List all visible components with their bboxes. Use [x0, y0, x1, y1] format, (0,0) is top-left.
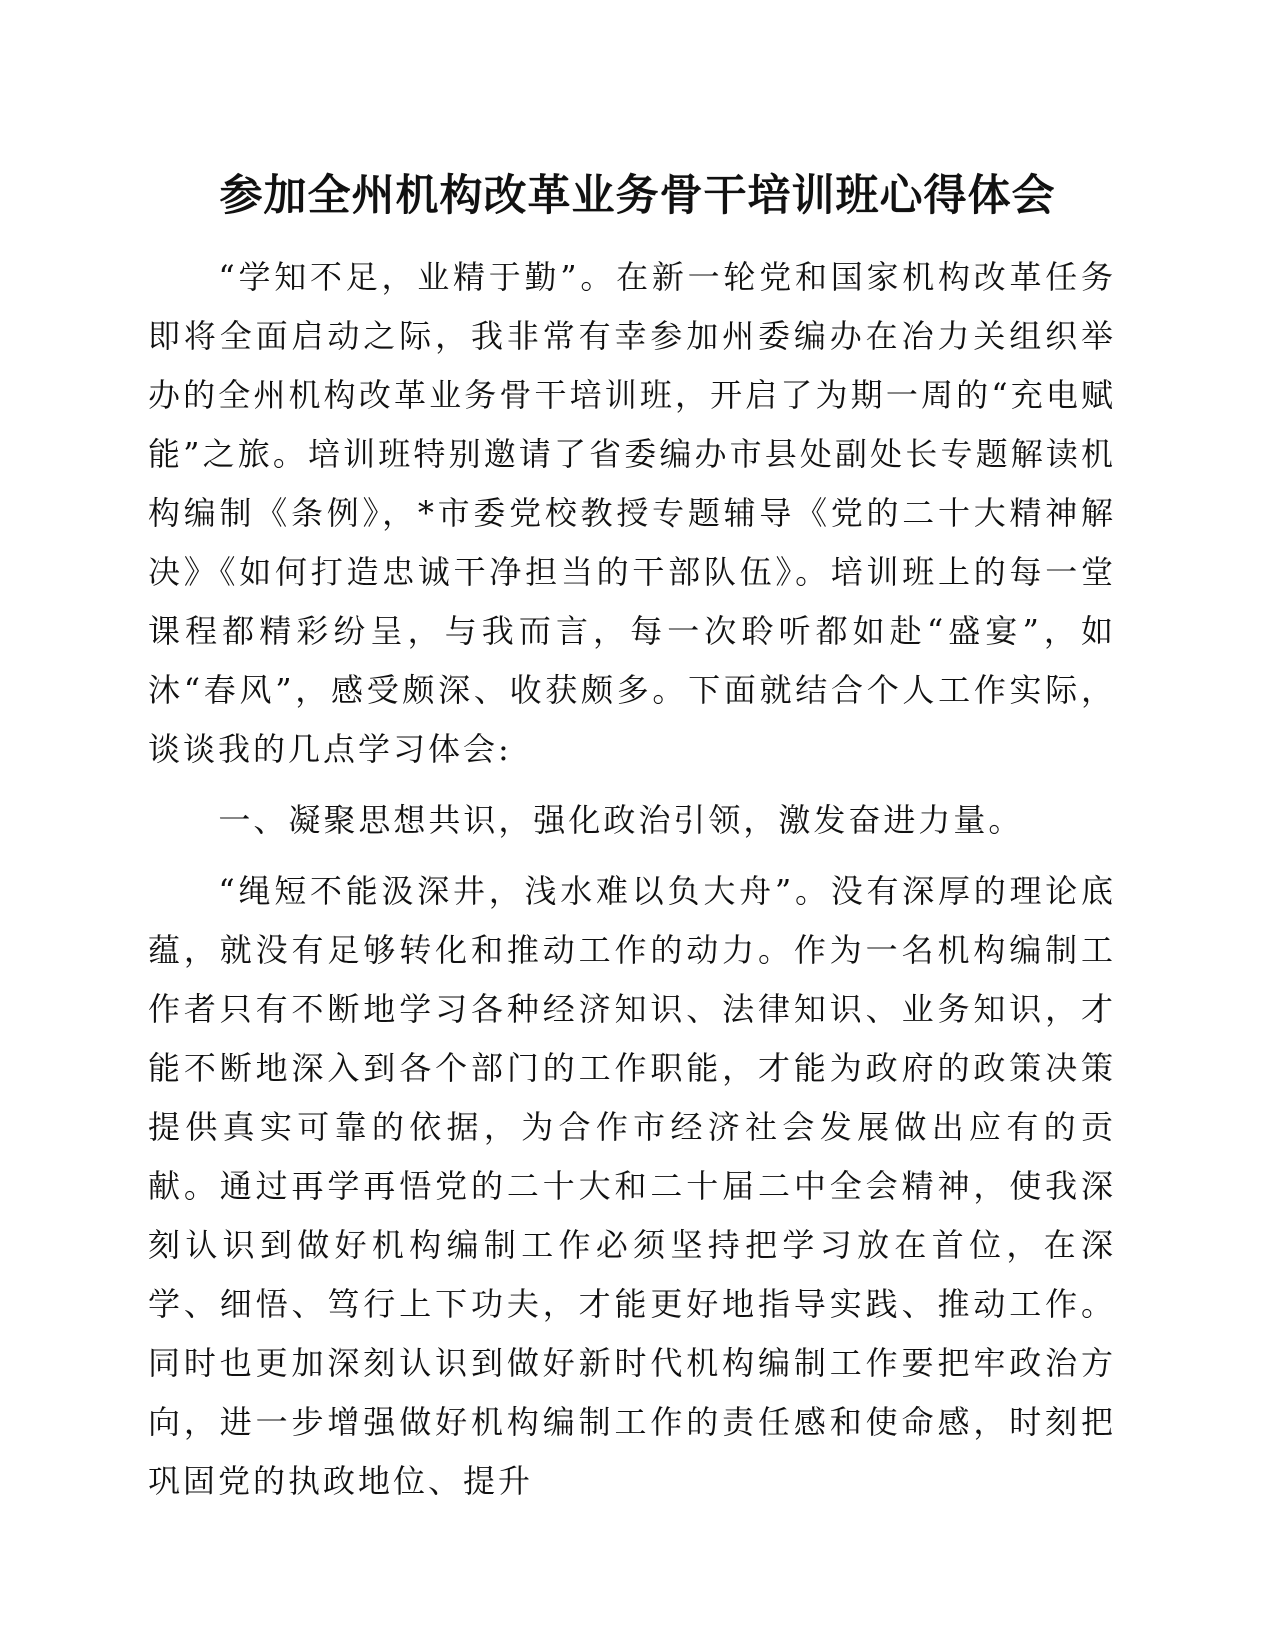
- section-heading: 一、凝聚思想共识，强化政治引领，激发奋进力量。: [218, 801, 1024, 839]
- document-body: [148, 248, 1116, 1511]
- body-paragraph: “绳短不能汲深井，浅水难以负大舟”。没有深厚的理论底蕴，就没有足够转化和推动工作的动力。作为一名机构编制工作者只有不断地学习各种经济知识、法律知识、业务知识，才能不断地深入到各个部门的工作职能，才能为政府的政策决策提供真实可靠的依据，为合作市经济社会发展做出应有的贡献。通过再学再悟党的二十大和二十届二中全会精神，使我深刻认识到做好机构编制工作必须坚持把学习放在首位，在深学、细悟、笃行上下功夫，才能更好地指导实践、推动工作。同时也更加深刻认识到做好新时代机构编制工作要把牢政治方向，进一步增强做好机构编制工作的责任感和使命感，时刻把巩固党的执政地位、提升: [148, 872, 1116, 1500]
- intro-paragraph: “学知不足，业精于勤”。在新一轮党和国家机构改革任务即将全面启动之际，我非常有幸参加州委编办在冶力关组织举办的全州机构改革业务骨干培训班，开启了为期一周的“充电赋能”之旅。培训班特别邀请了省委编办市县处副处长专题解读机构编制《条例》，*市委党校教授专题辅导《党的二十大精神解决》《如何打造忠诚干净担当的干部队伍》。培训班上的每一堂课程都精彩纷呈，与我而言，每一次聆听都如赴“盛宴”，如沐“春风”，感受颇深、收获颇多。下面就结合个人工作实际，谈谈我的几点学习体会:: [148, 258, 1116, 768]
- document-title: 参加全州机构改革业务骨干培训班心得体会: [219, 171, 1056, 221]
